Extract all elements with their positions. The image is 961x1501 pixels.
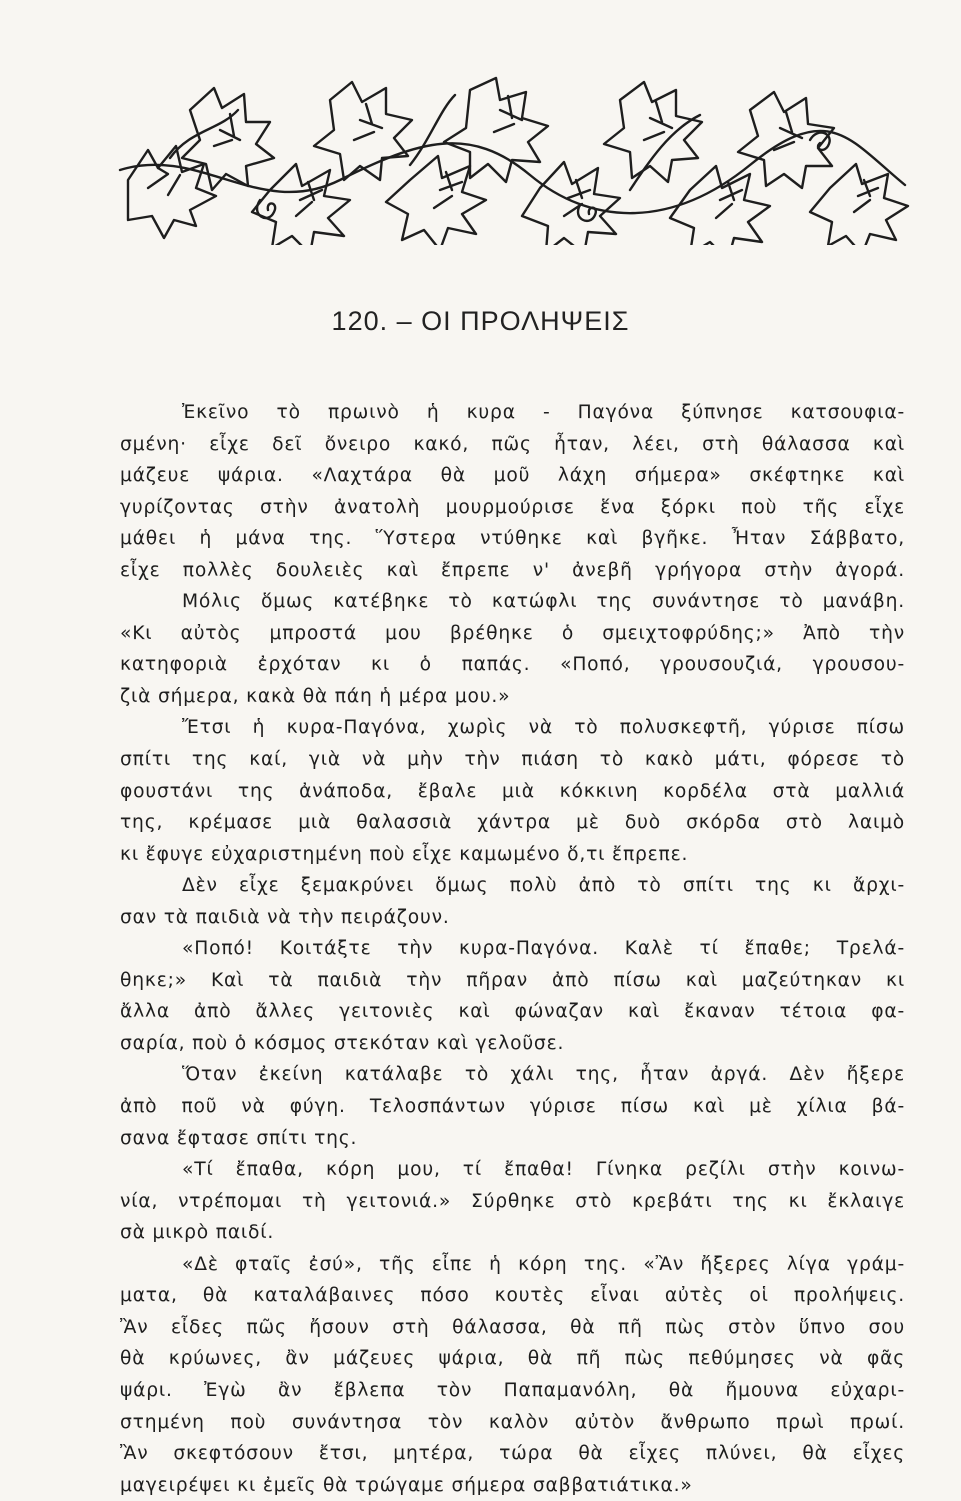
text-line: σανα ἔφτασε σπίτι της. xyxy=(120,1127,358,1149)
text-line: στημένη ποὺ συνάντησα τὸν καλὸν αὐτὸν ἄνθρωπο πρωὶ πρωί. xyxy=(120,1411,905,1433)
text-line: νία, ντρέπομαι τὴ γειτονιά.» Σύρθηκε στὸ κρεβάτι της κι ἔκλαιγε xyxy=(120,1190,905,1212)
text-line: σμένη· εἶχε δεῖ ὄνειρο κακό, πῶς ἦταν, λέει, στὴ θάλασσα καὶ xyxy=(120,433,905,455)
text-line: Ἂν σκεφτόσουν ἔτσι, μητέρα, τώρα θὰ εἶχες πλύνει, θὰ εἶχες xyxy=(120,1443,905,1465)
chapter-title: 120. – ΟΙ ΠΡΟΛΗΨΕΙΣ xyxy=(331,306,630,336)
text-line: ἄλλα ἀπὸ ἄλλες γειτονιὲς καὶ φώναζαν καὶ ἔκαναν τέτοια φα- xyxy=(120,1001,905,1023)
text-line: ψάρι. Ἐγὼ ἂν ἔβλεπα τὸν Παπαμανόλη, θὰ ἤμουνα εὐχαρι- xyxy=(120,1379,905,1401)
text-line: Ὅταν ἐκείνη κατάλαβε τὸ χάλι της, ἦταν ἀργά. Δὲν ἤξερε xyxy=(182,1064,905,1086)
text-line: σαν τὰ παιδιὰ νὰ τὴν πειράζουν. xyxy=(120,906,450,928)
text-line: ζιὰ σήμερα, κακὰ θὰ πάη ἡ μέρα μου.» xyxy=(120,685,511,707)
text-line: μαγειρέψει κι ἐμεῖς θὰ τρώγαμε σήμερα σαββατιάτικα.» xyxy=(120,1474,693,1496)
body-text xyxy=(120,397,905,1501)
text-line: «Κι αὐτὸς μπροστά μου βρέθηκε ὁ σμειχτοφρύδης;» Ἀπὸ τὴν xyxy=(120,622,905,644)
text-line: Δὲν εἶχε ξεμακρύνει ὅμως πολὺ ἀπὸ τὸ σπίτι της κι ἄρχι- xyxy=(182,875,905,897)
vine-leaf-ornament xyxy=(110,70,910,245)
text-line: μάθει ἡ μάνα της. Ὕστερα ντύθηκε καὶ βγῆκε. Ἦταν Σάββατο, xyxy=(120,528,905,550)
text-line: ἀπὸ ποῦ νὰ φύγη. Τελοσπάντων γύρισε πίσω καὶ μὲ χίλια βά- xyxy=(120,1096,905,1118)
text-line: Μόλις ὅμως κατέβηκε τὸ κατώφλι της συνάντησε τὸ μανάβη. xyxy=(182,591,905,613)
text-line: σὰ μικρὸ παιδί. xyxy=(120,1222,275,1244)
text-line: γυρίζοντας στὴν ἀνατολὴ μουρμούρισε ἕνα ξόρκι ποὺ τῆς εἶχε xyxy=(120,496,905,518)
text-line: κι ἔφυγε εὐχαριστημένη ποὺ εἶχε καμωμένο ὅ,τι ἔπρεπε. xyxy=(120,843,689,865)
text-line: σπίτι της καί, γιὰ νὰ μὴν τὴν πιάση τὸ κακὸ μάτι, φόρεσε τὸ xyxy=(120,749,905,771)
text-line: μάζευε ψάρια. «Λαχτάρα θὰ μοῦ λάχη σήμερα» σκέφτηκε καὶ xyxy=(120,465,905,487)
text-line: θηκε;» Καὶ τὰ παιδιὰ τὴν πῆραν ἀπὸ πίσω καὶ μαζεύτηκαν κι xyxy=(120,969,905,991)
text-line: «Τί ἔπαθα, κόρη μου, τί ἔπαθα! Γίνηκα ρεζίλι στὴν κοινω- xyxy=(182,1159,905,1181)
text-line: Ἐκεῖνο τὸ πρωινὸ ἡ κυρα - Παγόνα ξύπνησε κατσουφια- xyxy=(182,402,905,423)
text-line: ματα, θὰ καταλάβαινες πόσο κουτὲς εἶναι αὐτὲς οἱ προλήψεις. xyxy=(120,1285,905,1307)
text-line: Ἔτσι ἡ κυρα-Παγόνα, χωρὶς νὰ τὸ πολυσκεφτῆ, γύρισε πίσω xyxy=(182,717,905,739)
text-line: «Δὲ φταῖς ἐσύ», τῆς εἶπε ἡ κόρη της. «Ἂν ἤξερες λίγα γράμ- xyxy=(182,1253,905,1275)
text-line: «Ποπό! Κοιτάξτε τὴν κυρα-Παγόνα. Καλὲ τί ἔπαθε; Τρελά- xyxy=(182,938,905,960)
text-line: Ἂν εἶδες πῶς ἤσουν στὴ θάλασσα, θὰ πῆ πὼς στὸν ὕπνο σου xyxy=(120,1316,905,1338)
text-line: της, κρέμασε μιὰ θαλασσιὰ χάντρα μὲ δυὸ σκόρδα στὸ λαιμὸ xyxy=(120,812,905,834)
text-line: φουστάνι της ἀνάποδα, ἔβαλε μιὰ κόκκινη κορδέλα στὰ μαλλιά xyxy=(120,780,905,802)
text-line: εἶχε πολλὲς δουλειὲς καὶ ἔπρεπε ν' ἀνεβῆ γρήγορα στὴν ἀγορά. xyxy=(120,559,905,581)
text-line: σαρία, ποὺ ὁ κόσμος στεκόταν καὶ γελοῦσε. xyxy=(120,1032,565,1054)
text-line: θὰ κρύωνες, ἂν μάζευες ψάρια, θὰ πῆ πὼς πεθύμησες νὰ φᾶς xyxy=(120,1348,905,1370)
text-line: κατηφοριὰ ἐρχόταν κι ὁ παπάς. «Ποπό, γρουσουζιά, γρουσου- xyxy=(120,654,905,676)
